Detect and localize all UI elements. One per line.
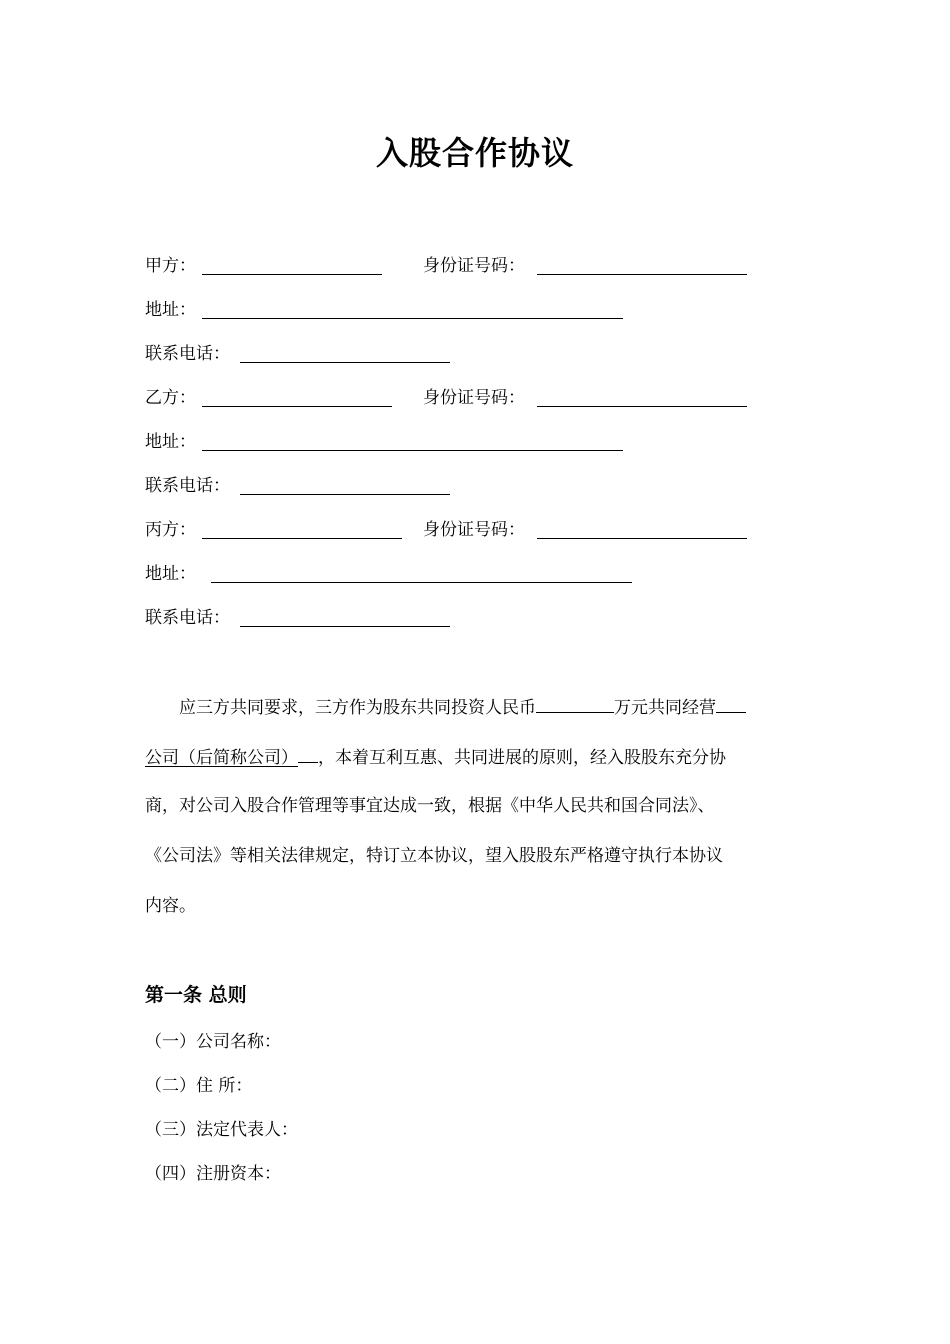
party-c-id-field[interactable] xyxy=(537,520,747,539)
company-short-name: 公司（后简称公司） xyxy=(145,748,298,768)
party-c-name-line xyxy=(145,518,196,542)
investment-amount-field[interactable] xyxy=(536,694,614,713)
intro-line-1-text-a: 应三方共同要求，三方作为股东共同投资人民币 xyxy=(179,698,536,718)
intro-line-5: 内容。 xyxy=(145,896,196,916)
party-b-name-line xyxy=(145,386,196,410)
party-b-id-label: 身份证号码： xyxy=(423,388,525,408)
party-c-phone-line xyxy=(145,606,230,630)
party-b-id-line xyxy=(423,386,525,410)
company-name-blank[interactable] xyxy=(298,744,318,763)
party-b-name-field[interactable] xyxy=(202,388,392,407)
intro-line-1 xyxy=(179,694,839,720)
intro-line-3: 商，对公司入股合作管理等事宜达成一致，根据《中华人民共和国合同法》、 xyxy=(145,796,715,816)
party-c-address-label: 地址： xyxy=(145,564,196,584)
intro-line-2-text: ，本着互利互惠、共同进展的原则，经入股股东充分协 xyxy=(318,748,726,768)
article-1-item-address: （二）住 所： xyxy=(145,1076,253,1096)
party-c-label: 丙方： xyxy=(145,520,196,540)
party-c-name-field[interactable] xyxy=(202,520,402,539)
intro-line-1-text-b: 万元共同经营 xyxy=(614,698,716,718)
party-c-phone-label: 联系电话： xyxy=(145,608,230,628)
party-a-address-field[interactable] xyxy=(202,300,623,319)
party-a-id-line xyxy=(423,254,525,278)
party-b-phone-label: 联系电话： xyxy=(145,476,230,496)
party-a-phone-label: 联系电话： xyxy=(145,344,230,364)
party-b-phone-line xyxy=(145,474,230,498)
party-a-address-label: 地址： xyxy=(145,300,196,320)
party-a-id-field[interactable] xyxy=(537,256,747,275)
article-1-item-company-name: （一）公司名称： xyxy=(145,1032,281,1052)
party-a-label: 甲方： xyxy=(145,256,196,276)
party-c-address-line xyxy=(145,562,196,586)
party-a-id-label: 身份证号码： xyxy=(423,256,525,276)
party-b-address-field[interactable] xyxy=(202,432,623,451)
party-c-address-field[interactable] xyxy=(211,564,632,583)
party-a-phone-field[interactable] xyxy=(240,344,450,363)
article-1-item-registered-capital: （四）注册资本： xyxy=(145,1164,281,1184)
party-a-name-field[interactable] xyxy=(202,256,382,275)
document-title: 入股合作协议 xyxy=(375,134,574,172)
party-b-address-label: 地址： xyxy=(145,432,196,452)
party-a-name-line xyxy=(145,254,196,278)
intro-line-2 xyxy=(145,744,805,770)
party-a-phone-line xyxy=(145,342,230,366)
party-c-id-label: 身份证号码： xyxy=(423,520,525,540)
party-b-address-line xyxy=(145,430,196,454)
party-a-address-line xyxy=(145,298,196,322)
intro-line-4: 《公司法》等相关法律规定，特订立本协议，望入股股东严格遵守执行本协议 xyxy=(145,846,723,866)
party-c-phone-field[interactable] xyxy=(240,608,450,627)
party-b-label: 乙方： xyxy=(145,388,196,408)
article-1-heading: 第一条 总则 xyxy=(145,984,247,1006)
party-b-phone-field[interactable] xyxy=(240,476,450,495)
party-c-id-line xyxy=(423,518,525,542)
party-b-id-field[interactable] xyxy=(537,388,747,407)
business-name-field[interactable] xyxy=(716,694,746,713)
article-1-item-legal-rep: （三）法定代表人： xyxy=(145,1120,298,1140)
